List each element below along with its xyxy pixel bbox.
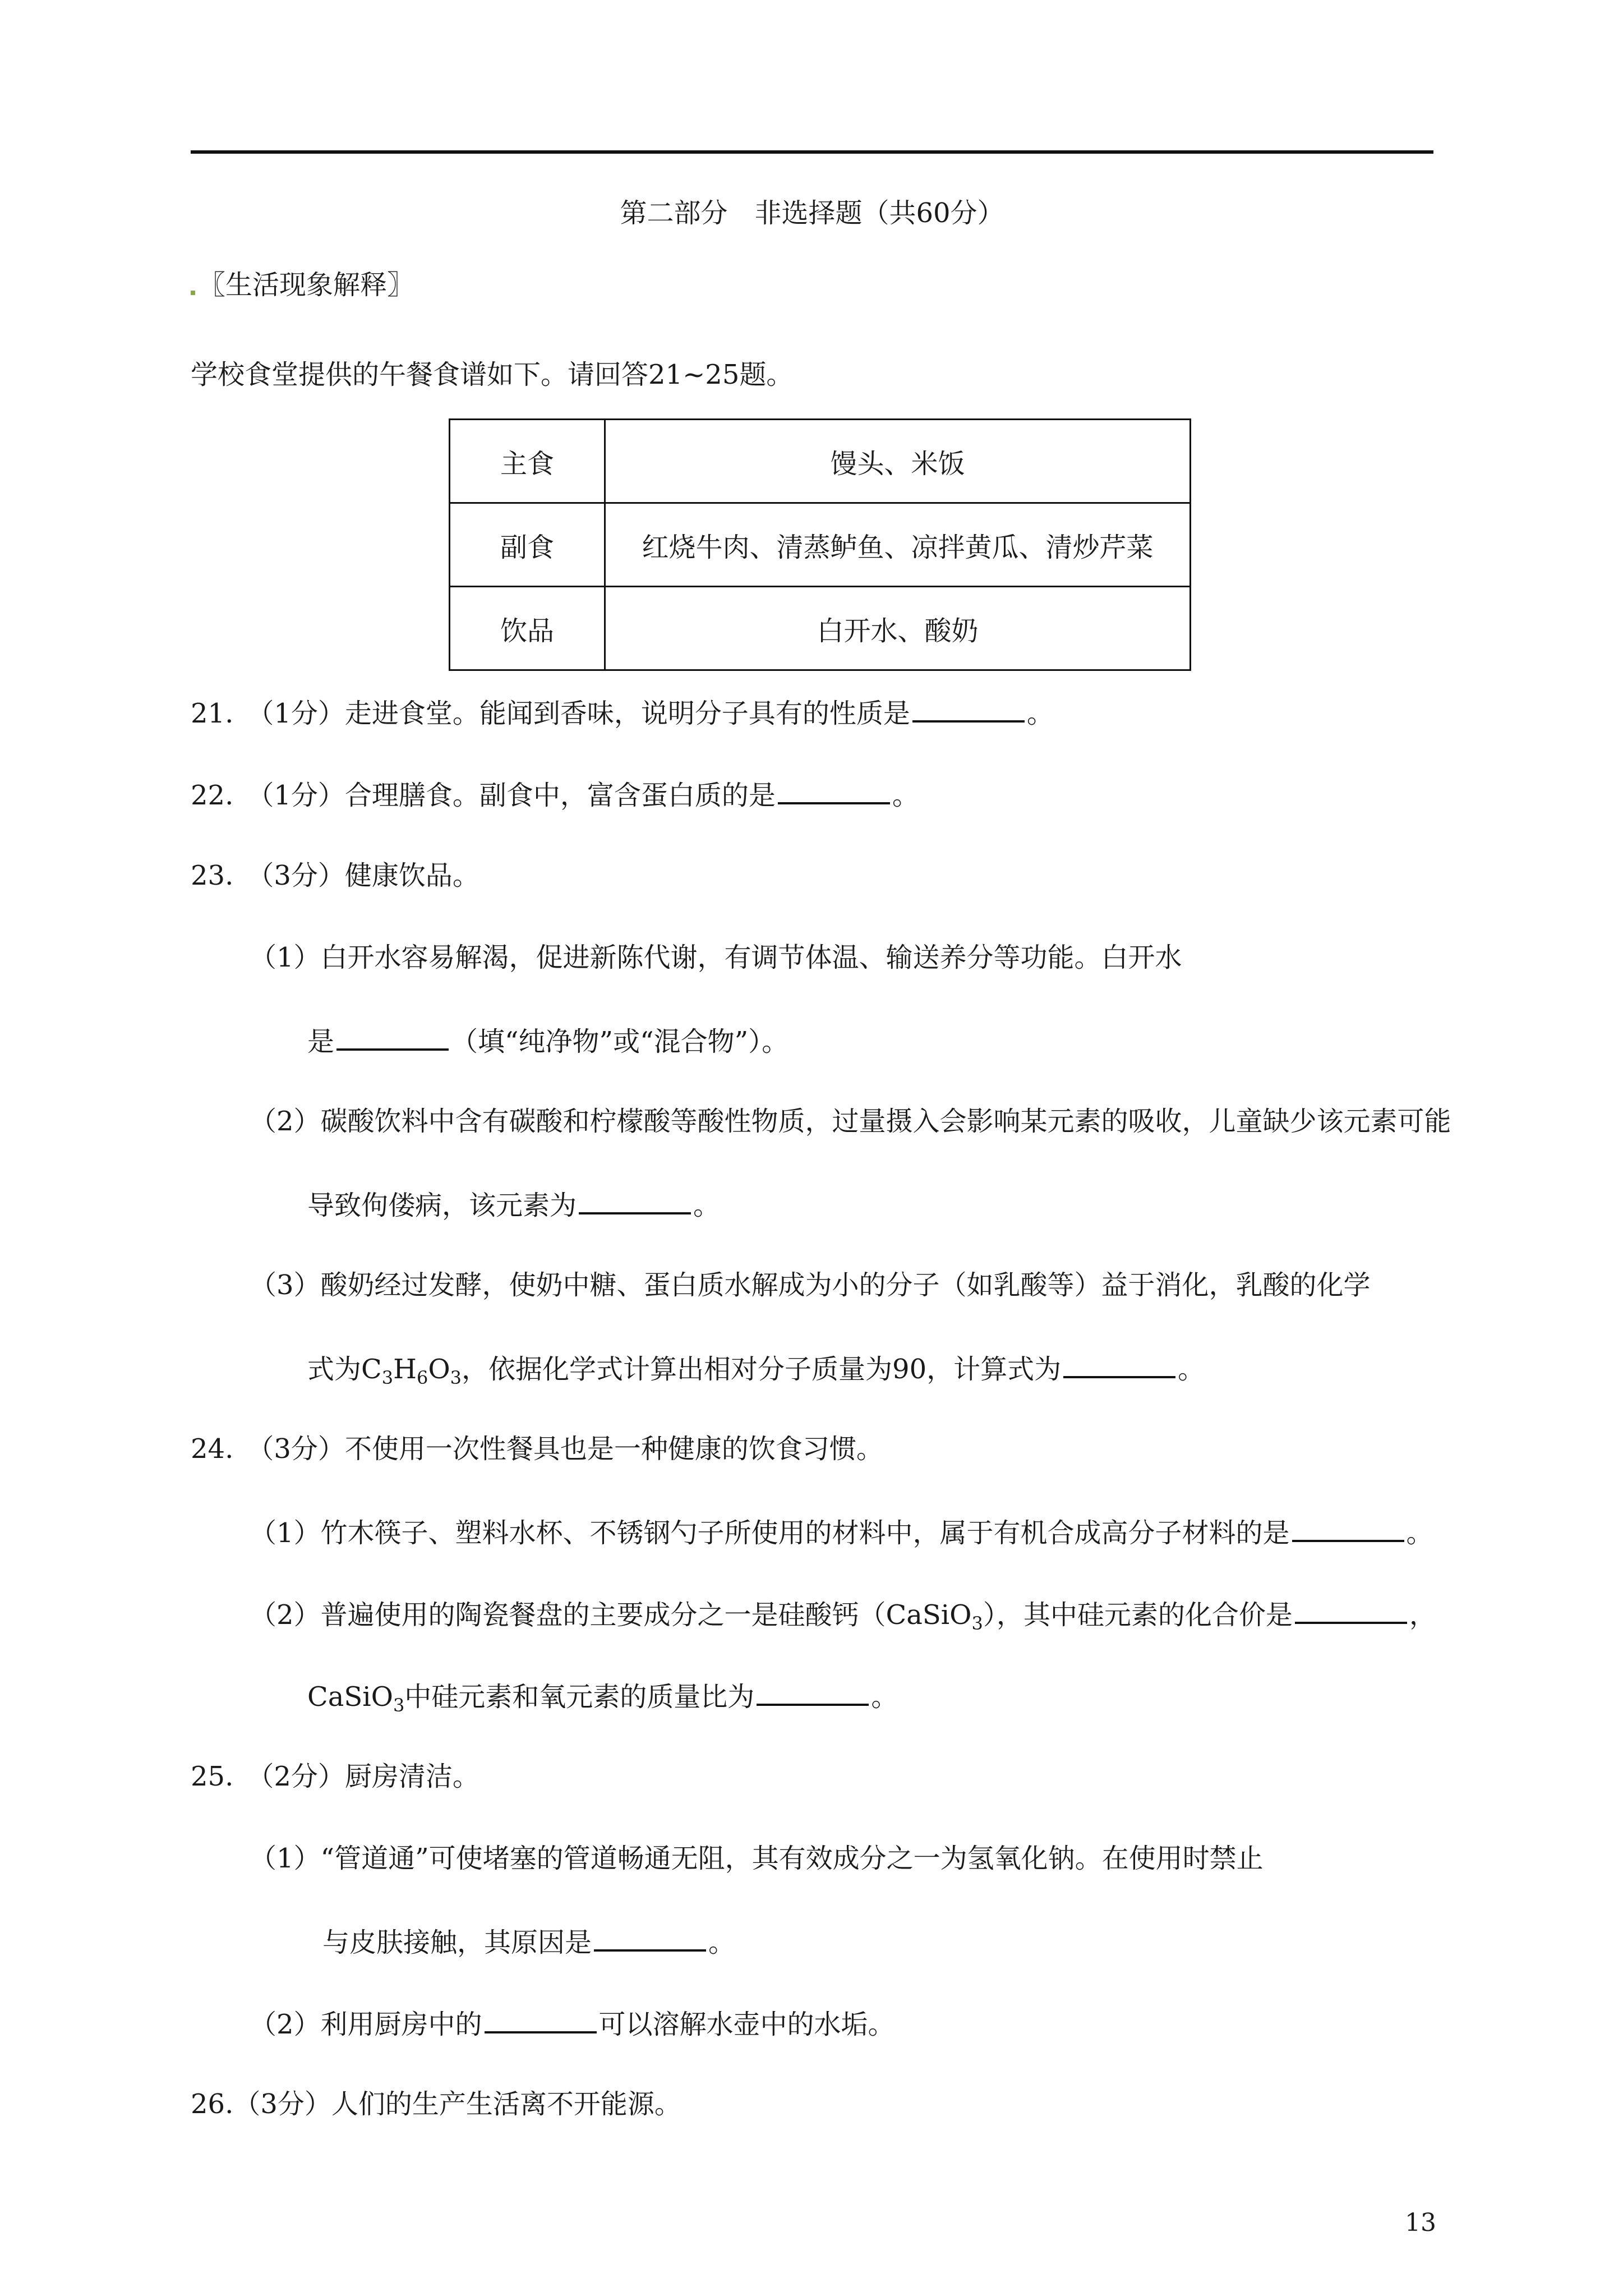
question-text-end: 。	[871, 1681, 898, 1713]
table-row	[450, 503, 1191, 587]
subscript: 3	[450, 1367, 462, 1388]
question-text-end: 。	[708, 1927, 736, 1958]
subscript: 3	[381, 1367, 394, 1388]
question-25-2	[250, 2005, 1539, 2041]
subscript: 3	[393, 1695, 405, 1716]
table-cell-category: 主食	[450, 420, 605, 503]
table-cell-items: 红烧牛肉、清蒸鲈鱼、凉拌黄瓜、清炒芹菜	[605, 503, 1191, 587]
formula-text: CaSiO	[307, 1681, 393, 1713]
question-text-end: ，	[1409, 1599, 1436, 1631]
subscript: 3	[971, 1613, 983, 1634]
table-cell-items: 馒头、米饭	[605, 420, 1191, 503]
answer-blank[interactable]	[485, 2005, 597, 2033]
question-text-end: （填“纯净物”或“混合物”）。	[451, 1026, 789, 1057]
answer-blank[interactable]	[594, 1924, 706, 1952]
table-cell-category: 饮品	[450, 587, 605, 670]
question-text: ，依据化学式计算出相对分子质量为90，计算式为	[462, 1354, 1062, 1385]
question-text: 与皮肤接触，其原因是	[322, 1927, 592, 1958]
answer-blank[interactable]	[1292, 1514, 1404, 1542]
section-header-text: 〖生活现象解释〗	[199, 269, 414, 301]
question-text-end: 。	[1026, 698, 1054, 729]
question-text: 中硅元素和氧元素的质量比为	[404, 1681, 755, 1713]
answer-blank[interactable]	[912, 694, 1025, 723]
question-23-3-line2	[307, 1350, 1597, 1395]
subscript: 6	[416, 1367, 428, 1388]
question-23-2-line1: （2）碳酸饮料中含有碳酸和柠檬酸等酸性物质，过量摄入会影响某元素的吸收，儿童缺少该元素可能	[250, 1106, 1451, 1137]
question-text-end: 可以溶解水壶中的水垢。	[598, 2009, 895, 2040]
question-24: 24. （3分）不使用一次性餐具也是一种健康的饮食习惯。	[191, 1433, 883, 1465]
question-text: 式为C	[307, 1354, 382, 1385]
answer-blank[interactable]	[579, 1186, 691, 1214]
question-text-end: 。	[693, 1190, 721, 1221]
question-text: 导致佝偻病，该元素为	[307, 1190, 577, 1221]
question-23-1-line1: （1）白开水容易解渴，促进新陈代谢，有调节体温、输送养分等功能。白开水	[250, 942, 1182, 973]
header-rule	[191, 150, 1433, 154]
question-23-2-line2	[307, 1186, 1597, 1222]
intro-text: 学校食堂提供的午餐食谱如下。请回答21~25题。	[191, 359, 794, 390]
question-text-end: 。	[892, 780, 919, 811]
question-25-1-line1: （1）“管道通”可使堵塞的管道畅通无阻，其有效成分之一为氢氧化钠。在使用时禁止	[250, 1843, 1264, 1874]
question-24-1	[250, 1514, 1539, 1550]
table-row	[450, 420, 1191, 503]
table-cell-category: 副食	[450, 503, 605, 587]
section-title: 第二部分 非选择题（共60分）	[620, 197, 1004, 229]
answer-blank[interactable]	[1063, 1350, 1175, 1378]
question-22	[191, 776, 1481, 812]
formula-text: H	[393, 1354, 417, 1385]
question-23-1-line2	[307, 1023, 1597, 1059]
answer-blank[interactable]	[336, 1023, 449, 1051]
answer-blank[interactable]	[757, 1678, 869, 1706]
question-text: 是	[307, 1026, 335, 1057]
question-text: 21. （1分）走进食堂。能闻到香味，说明分子具有的性质是	[191, 698, 910, 729]
question-23-3-line1: （3）酸奶经过发酵，使奶中糖、蛋白质水解成为小的分子（如乳酸等）益于消化，乳酸的化学	[250, 1269, 1371, 1301]
answer-blank[interactable]	[778, 776, 890, 804]
table-cell-items: 白开水、酸奶	[605, 587, 1191, 670]
table-row	[450, 587, 1191, 670]
question-text: （2）利用厨房中的	[250, 2009, 482, 2040]
margin-mark	[191, 291, 195, 295]
question-23: 23. （3分）健康饮品。	[191, 860, 479, 891]
question-25-1-line2	[322, 1924, 1612, 1959]
question-text: ），其中硅元素的化合价是	[983, 1599, 1293, 1631]
question-text: （2）普遍使用的陶瓷餐盘的主要成分之一是硅酸钙（CaSiO	[250, 1599, 972, 1631]
question-26: 26.（3分）人们的生产生活离不开能源。	[191, 2088, 681, 2120]
section-header	[191, 268, 1481, 302]
question-24-2-line1	[250, 1596, 1539, 1640]
page-number: 13	[1405, 2208, 1436, 2237]
question-25: 25. （2分）厨房清洁。	[191, 1761, 479, 1792]
question-text-end: 。	[1178, 1354, 1205, 1385]
question-24-2-line2	[307, 1678, 1597, 1722]
question-text: 22. （1分）合理膳食。副食中，富含蛋白质的是	[191, 780, 776, 811]
question-21	[191, 694, 1481, 730]
formula-text: O	[428, 1354, 450, 1385]
answer-blank[interactable]	[1295, 1596, 1407, 1624]
menu-table	[449, 418, 1191, 671]
question-text-end: 。	[1406, 1517, 1433, 1549]
question-text: （1）竹木筷子、塑料水杯、不锈钢勺子所使用的材料中，属于有机合成高分子材料的是	[250, 1517, 1290, 1549]
